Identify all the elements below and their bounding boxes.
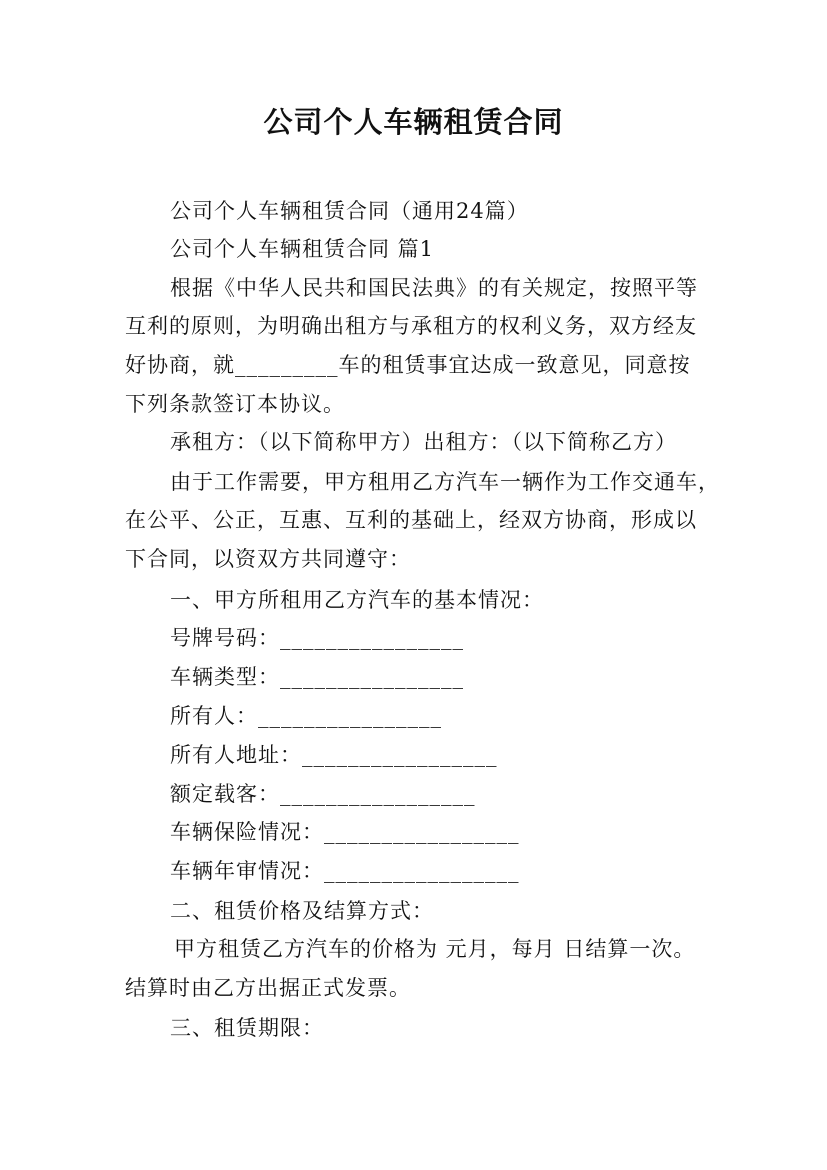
field-line: 额定载客：_________________: [170, 782, 476, 806]
field-line: 号牌号码：________________: [170, 626, 464, 650]
field-line: 车辆类型：________________: [170, 665, 464, 689]
field-line: 车辆保险情况：_________________: [170, 820, 520, 844]
subtitle-line: 公司个人车辆租赁合同（通用24篇）: [170, 199, 529, 223]
paragraph-line: 下列条款签订本协议。: [125, 392, 345, 416]
paragraph-line: 结算时由乙方出据正式发票。: [125, 976, 411, 1000]
field-line: 所有人：________________: [170, 704, 442, 728]
paragraph-line: 在公平、公正，互惠、互利的基础上，经双方协商，形成以: [125, 508, 697, 532]
document-title: 公司个人车辆租赁合同: [263, 105, 564, 139]
section-heading: 公司个人车辆租赁合同 篇1: [170, 237, 435, 261]
clause-heading: 三、租赁期限：: [170, 1016, 324, 1040]
paragraph-line: 甲方租赁乙方汽车的价格为 元月，每月 日结算一次。: [174, 937, 696, 961]
paragraph-line: 根据《中华人民共和国民法典》的有关规定，按照平等: [170, 276, 698, 300]
paragraph-line: 互利的原则，为明确出租方与承租方的权利义务，双方经友: [125, 314, 697, 338]
field-line: 车辆年审情况：_________________: [170, 859, 520, 883]
paragraph-line: 好协商，就_________车的租赁事宜达成一致意见，同意按: [125, 353, 691, 377]
parties-line: 承租方：（以下简称甲方）出租方：（以下简称乙方）: [170, 430, 677, 454]
paragraph-line: 由于工作需要，甲方租用乙方汽车一辆作为工作交通车，: [170, 470, 720, 494]
paragraph-line: 下合同，以资双方共同遵守：: [125, 547, 411, 571]
field-line: 所有人地址：_________________: [170, 743, 498, 767]
clause-heading: 二、租赁价格及结算方式：: [170, 899, 434, 923]
clause-heading: 一、甲方所租用乙方汽车的基本情况：: [170, 588, 544, 612]
